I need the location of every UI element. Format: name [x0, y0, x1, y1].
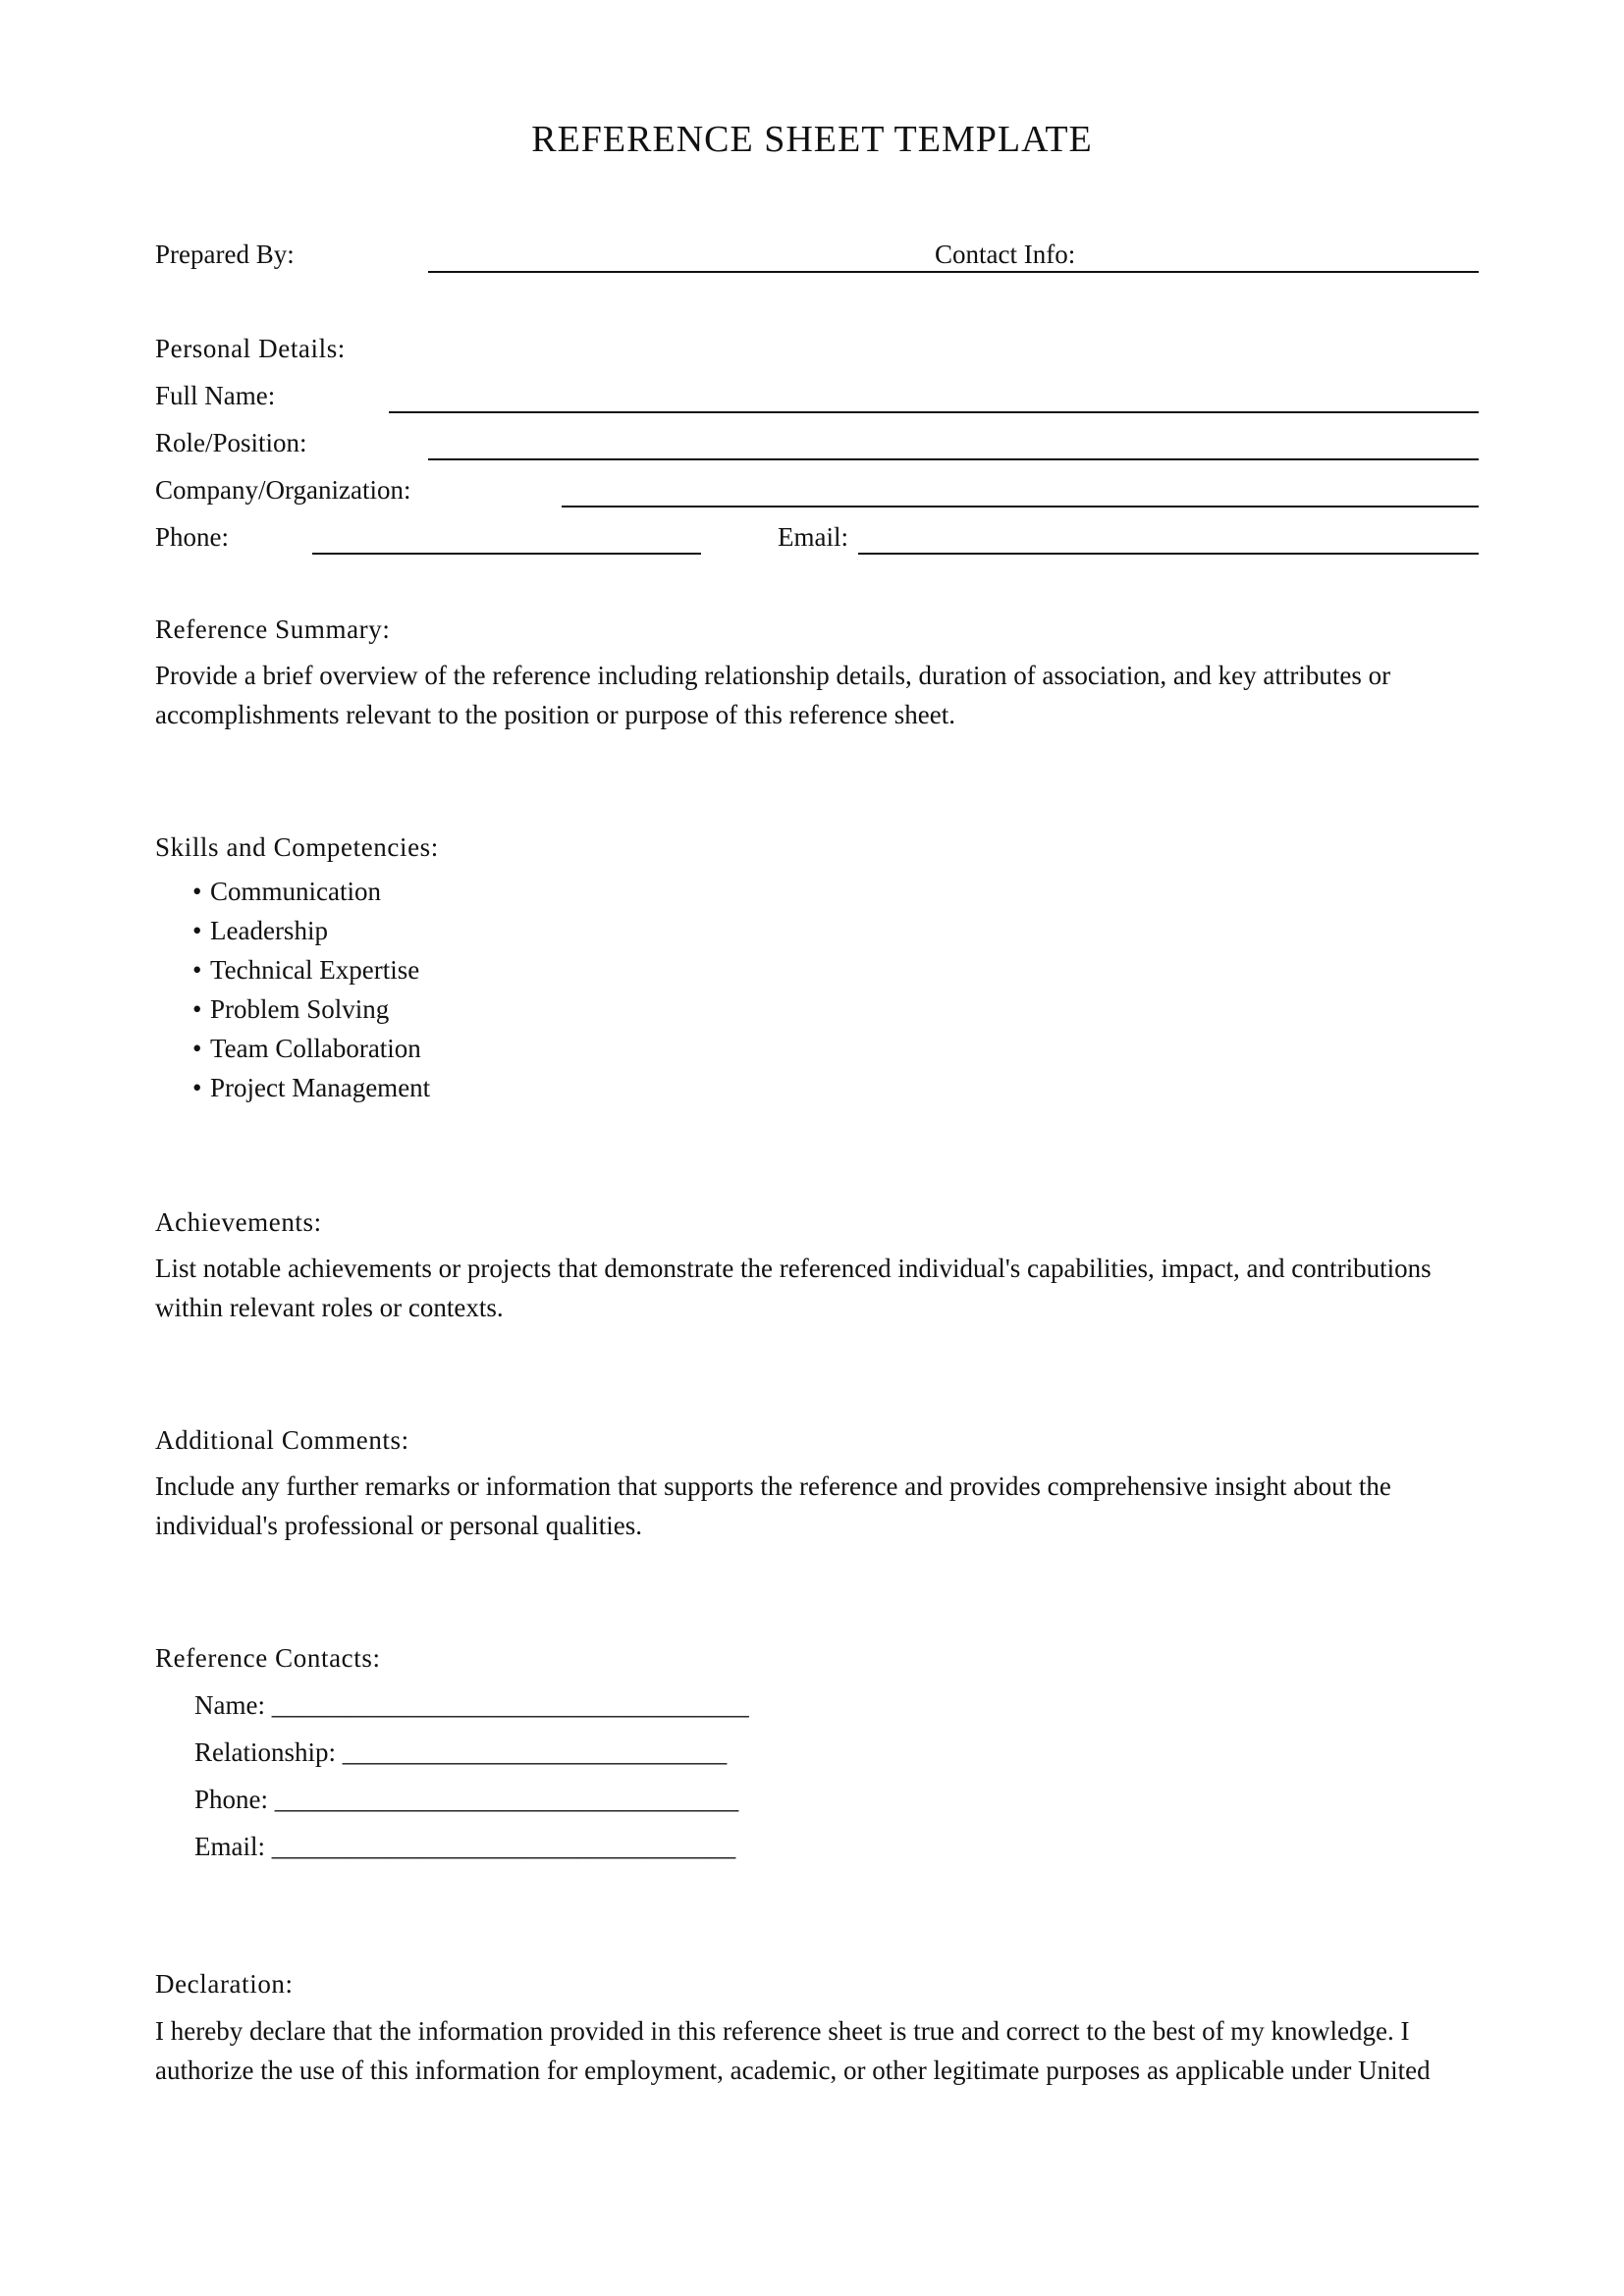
- personal-details-heading: Personal Details:: [155, 334, 346, 363]
- list-item: [192, 1068, 430, 1107]
- skills-list: [192, 872, 430, 1107]
- list-item: [192, 950, 430, 989]
- prepared-by-label: Prepared By:: [155, 240, 295, 269]
- skill-label: Project Management: [210, 1073, 431, 1102]
- list-item: [192, 872, 430, 911]
- company-line[interactable]: [562, 506, 1479, 507]
- skill-label: Team Collaboration: [210, 1034, 421, 1063]
- list-item: [192, 911, 430, 950]
- reference-summary-text: Provide a brief overview of the reference including relationship details, duration of association, and key attributes or accomplishments relevant to the position or purpose of this reference sheet.: [155, 661, 1391, 729]
- bullet-icon: •: [192, 1034, 202, 1063]
- declaration-line-1: I hereby declare that the information provided in this reference sheet is true and correct to the best of my knowledge. I: [155, 2016, 1410, 2046]
- bullet-icon: •: [192, 955, 202, 985]
- additional-comments-text: Include any further remarks or information that supports the reference and provides comprehensive insight about the individual's professional or personal qualities.: [155, 1471, 1391, 1540]
- declaration-line-2: authorize the use of this information for employment, academic, or other legitimate purposes as applicable under United: [155, 2056, 1431, 2085]
- role-position-label: Role/Position:: [155, 428, 307, 457]
- contact-relationship-line[interactable]: Relationship: _____________________________: [194, 1737, 728, 1767]
- prepared-by-line[interactable]: [428, 271, 1479, 273]
- full-name-label: Full Name:: [155, 381, 276, 410]
- contact-email-line[interactable]: Email: ___________________________________: [194, 1832, 736, 1861]
- skill-label: Leadership: [210, 916, 328, 945]
- bullet-icon: •: [192, 877, 202, 906]
- skill-label: Technical Expertise: [210, 955, 420, 985]
- contact-phone-line[interactable]: Phone: ___________________________________: [194, 1785, 739, 1814]
- full-name-line[interactable]: [389, 411, 1479, 413]
- contact-name-line[interactable]: Name: ____________________________________: [194, 1690, 749, 1720]
- bullet-icon: •: [192, 1073, 202, 1102]
- list-item: [192, 989, 430, 1029]
- page-title: REFERENCE SHEET TEMPLATE: [531, 119, 1093, 160]
- email-line[interactable]: [858, 553, 1479, 555]
- bullet-icon: •: [192, 994, 202, 1024]
- declaration-heading: Declaration:: [155, 1969, 294, 1999]
- contact-info-label: Contact Info:: [935, 240, 1076, 269]
- phone-label: Phone:: [155, 522, 230, 552]
- achievements-heading: Achievements:: [155, 1207, 322, 1237]
- role-position-line[interactable]: [428, 458, 1479, 460]
- email-label: Email:: [778, 522, 848, 552]
- additional-comments-heading: Additional Comments:: [155, 1425, 409, 1455]
- achievements-text: List notable achievements or projects that demonstrate the referenced individual's capabilities, impact, and contributions within relevant roles or contexts.: [155, 1254, 1432, 1322]
- company-label: Company/Organization:: [155, 475, 411, 505]
- skill-label: Communication: [210, 877, 381, 906]
- skills-heading: Skills and Competencies:: [155, 832, 439, 862]
- bullet-icon: •: [192, 916, 202, 945]
- reference-contacts-heading: Reference Contacts:: [155, 1643, 381, 1673]
- reference-summary-heading: Reference Summary:: [155, 614, 391, 644]
- skill-label: Problem Solving: [210, 994, 390, 1024]
- phone-line[interactable]: [312, 553, 701, 555]
- list-item: [192, 1029, 430, 1068]
